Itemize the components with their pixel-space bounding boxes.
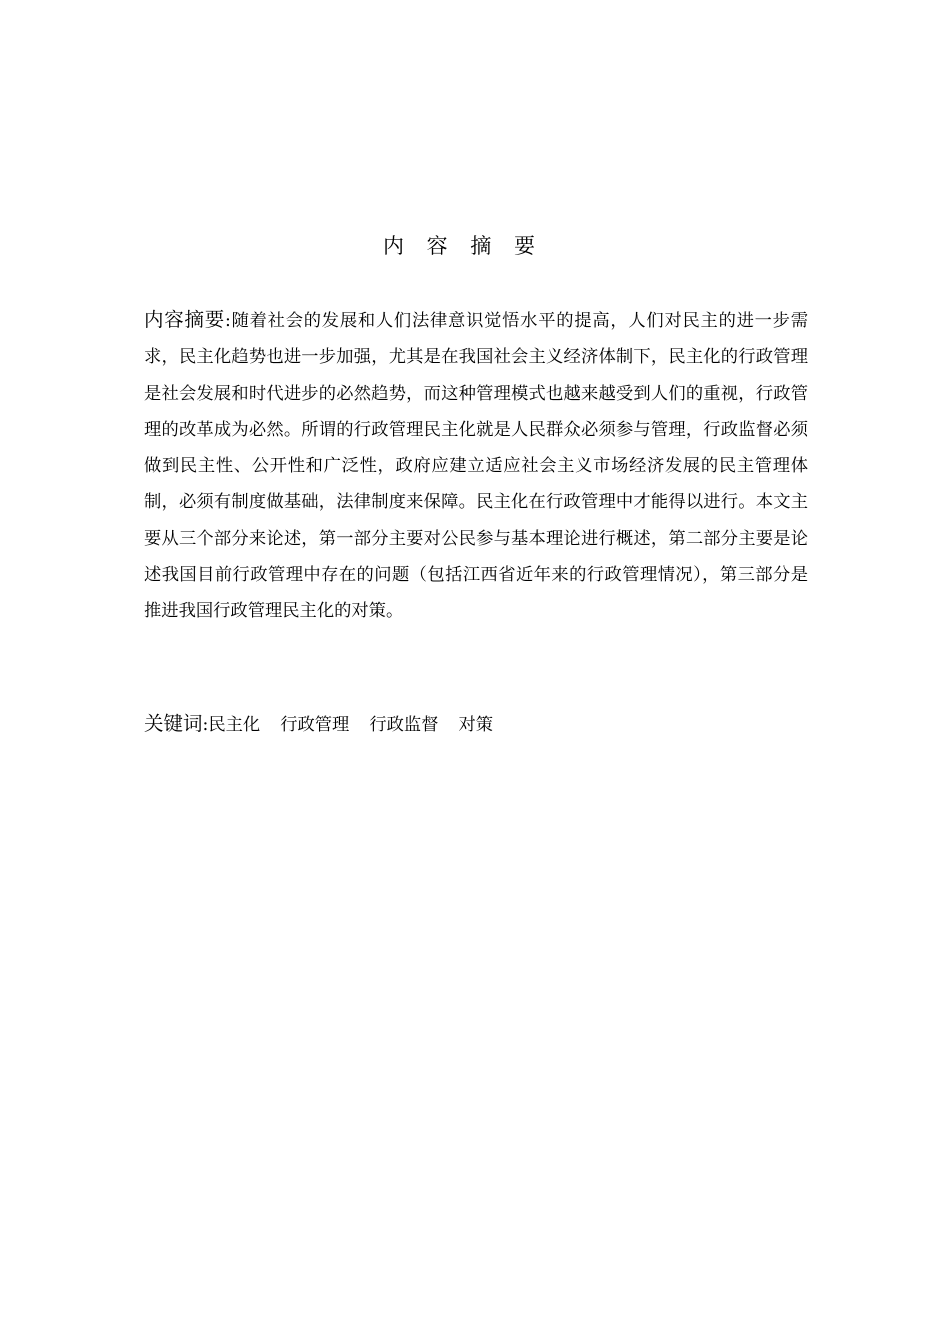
keyword-item: 行政管理	[280, 715, 350, 735]
keyword-item: 对策	[458, 715, 494, 735]
page-title: 内 容 摘 要	[382, 234, 544, 258]
abstract-separator: :	[225, 311, 231, 331]
keywords-separator: :	[202, 715, 209, 735]
keyword-item: 民主化	[208, 715, 261, 735]
abstract-label: 内容摘要	[144, 308, 226, 331]
abstract-text: 随着社会的发展和人们法律意识觉悟水平的提高，人们对民主的进一步需求，民主化趋势也进一步加强，尤其是在我国社会主义经济体制下，民主化的行政管理是社会发展和时代进步的必然趋势，而这种管理模式也越来越受到人们的重视，行政管理的改革成为必然。所谓的行政管理民主化就是人民群众必须参与管理，行政监督必须做到民主性、公开性和广泛性，政府应建立适应社会主义市场经济发展的民主管理体制，必须有制度做基础，法律制度来保障。民主化在行政管理中才能得以进行。本文主要从三个部分来论述，第一部分主要对公民参与基本理论进行概述，第二部分主要是论述我国目前行政管理中存在的问题（包括江西省近年来的行政管理情况），第三部分是推进我国行政管理民主化的对策。	[144, 311, 808, 622]
keywords-line	[144, 706, 808, 743]
abstract-paragraph	[144, 302, 808, 630]
keywords-label: 关键词	[144, 712, 203, 735]
keyword-item: 行政监督	[369, 715, 439, 735]
